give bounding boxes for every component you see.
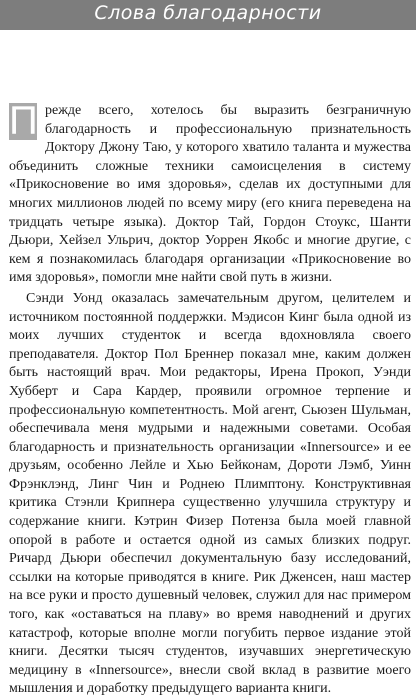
paragraph-2: Сэнди Уонд оказалась замечательным другом, целителем и источником постоянной поддержки. Мэдисон Кинг была одной из моих лучших студенток и всегда вдохновляла своего преподавателя. Доктор Пол Бреннер показал мне, каким должен быть настоящий врач. Мои редакторы, Ирена Прокоп, Уэнди Хубберт и Сара Кардер, проявили огромное терпение и профессиональную компетентность. Мой агент, Сьюзен Шульман, обеспечивала меня мудрыми и надежными советами. Особая благодарность и признательность организации «Innersource» и ее друзьям, особенно Лейле и Хью Бейконам, Дороти Лэмб, Уинн Фрэнклэнд, Линг Чин и Роднею Плимптону. Конструктивная критика Стэнли Крипнера существенно улучшила структуру и содержание книги. Кэтрин Физер Потенза была моей главной опорой в работе и остается одной из самых близких подруг. Ричард Дьюри обеспечил документальную базу исследований, ссылки на которые приводятся в книге. Рик Дженсен, наш мастер на все руки и просто душевный человек, служил для нас примером того, как «оставаться на плаву» во время наводнений и других катастроф, которые вполне могли погубить первое издание этой книги. Десятки тысяч студентов, изучавших энергетическую медицину в «Innersource», внесли свой вклад в развитие моего мышления и доработку предыдущего варианта книги.: [9, 290, 411, 697]
dropcap-box: [9, 99, 38, 143]
paragraph-1: [9, 99, 411, 288]
chapter-title: Слова благодарности: [94, 2, 322, 24]
dropcap-letter: П: [9, 99, 38, 143]
body-text: [9, 99, 411, 699]
paragraph-1-text: режде всего, хотелось бы выразить безграничную благодарность и профессиональную признательность Доктору Джону Таю, у которого хватило таланта и мужества объединить сложные техники самоисцеления в систему «Прикосновение во имя здоровья», сделав их доступными для многих миллионов людей по всему миру (его книга переведена на тридцать четыре языка). Доктор Тай, Гордон Стоукс, Шанти Дьюри, Хейзел Ульрич, доктор Уоррен Якобс и многие другие, с кем я познакомилась благодаря организации «Прикосновение во имя здоровья», помогли мне найти свой путь в жизни.: [9, 103, 411, 286]
